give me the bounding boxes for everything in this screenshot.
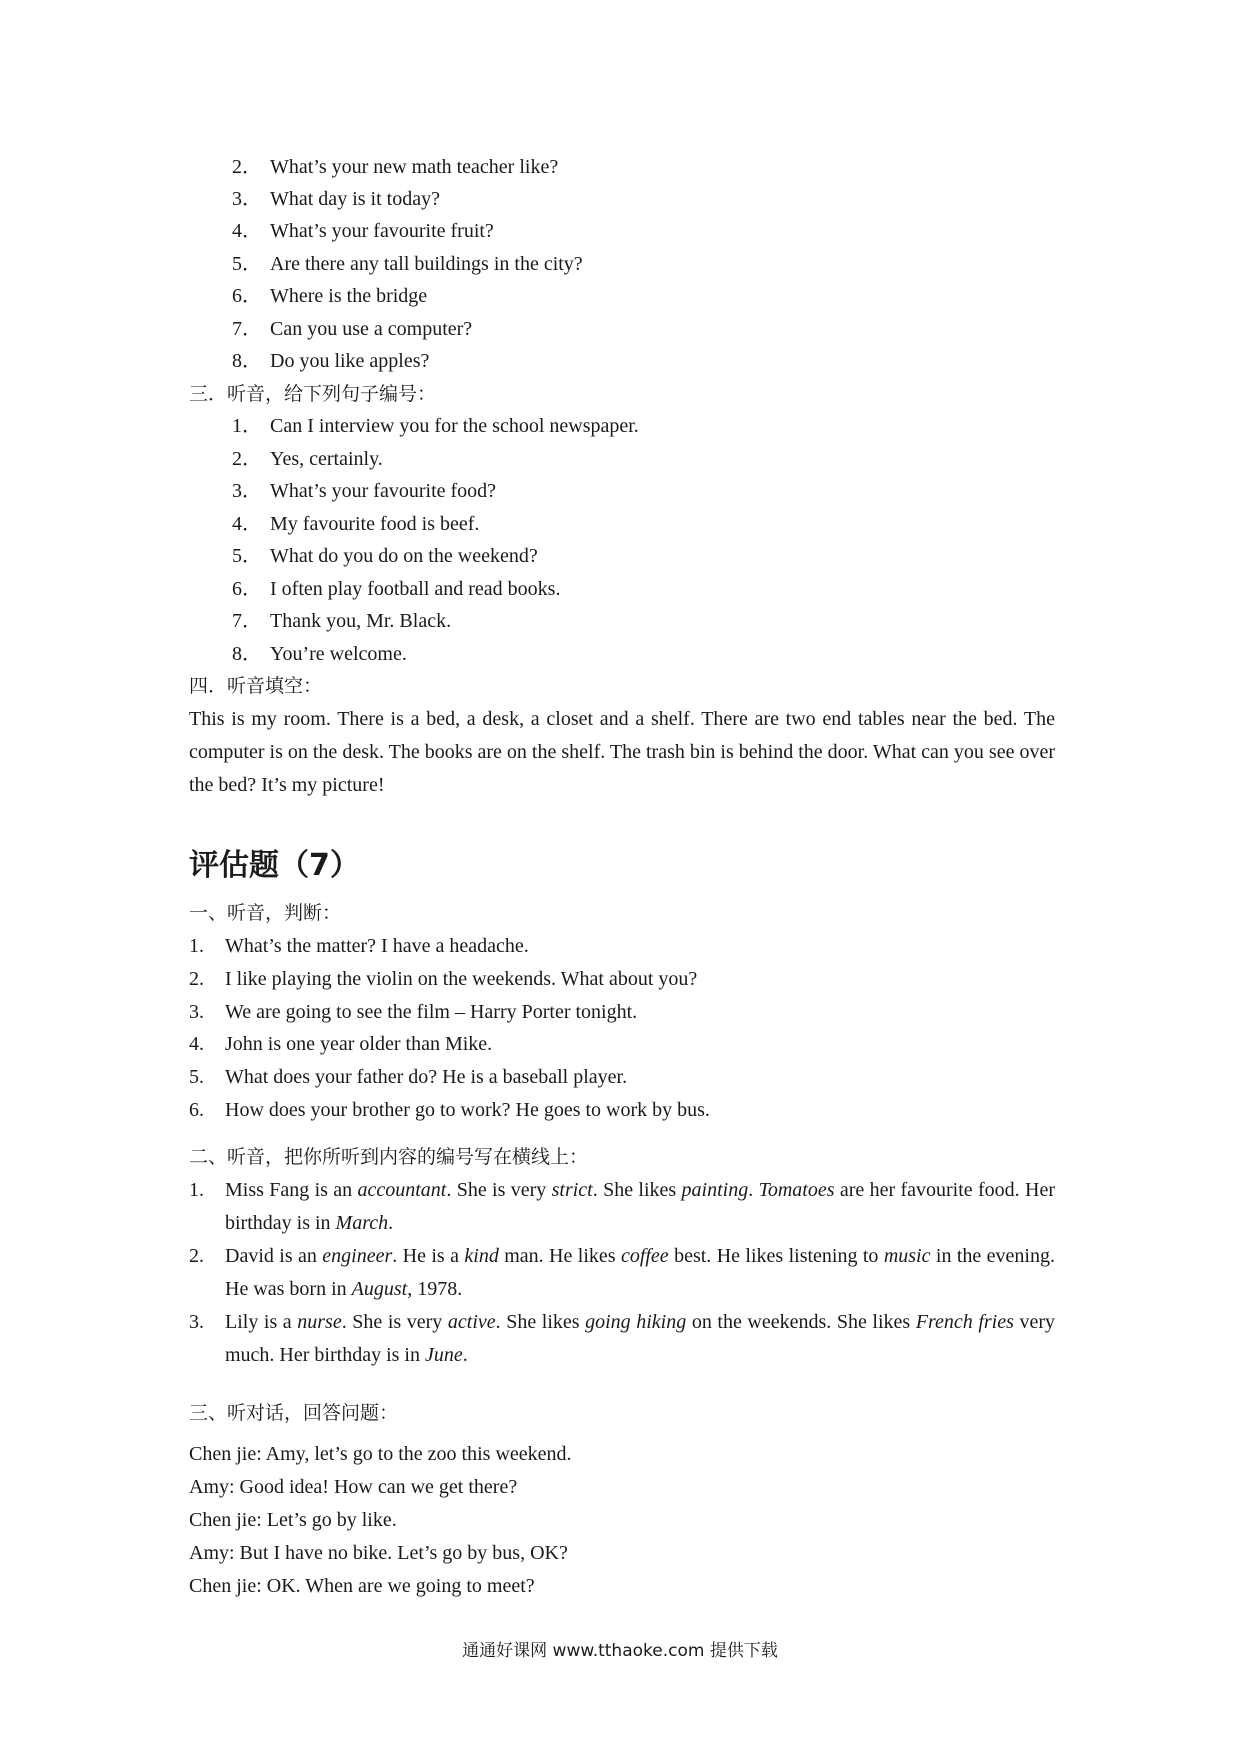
- keyword: engineer: [322, 1245, 393, 1267]
- keyword: strict: [551, 1179, 593, 1201]
- description-text: [225, 1306, 1055, 1372]
- keyword: painting: [681, 1179, 749, 1201]
- keyword: accountant: [357, 1179, 447, 1201]
- part2-heading: 二、听音，把你所听到内容的编号写在横线上：: [189, 1146, 589, 1168]
- keyword: kind: [464, 1245, 499, 1267]
- section-three-heading: 三．听音，给下列句子编号：: [189, 383, 437, 405]
- description-item: 3. Lily is a nurse. She is very active. She likes going hiking on the weekends. She likes French fries very much. Her birthday is in June.: [189, 1306, 1055, 1372]
- text-segment: .: [388, 1212, 394, 1234]
- text-segment: David is an: [225, 1245, 323, 1267]
- description-item: 1. Miss Fang is an accountant. She is very strict. She likes painting. Tomatoes are her favourite food. Her birthday is in March.: [189, 1174, 1055, 1240]
- description-text: [225, 1240, 1055, 1306]
- dialogue-line: Chen jie: OK. When are we going to meet?: [189, 1575, 535, 1597]
- keyword: music: [883, 1245, 931, 1267]
- keyword: June: [424, 1344, 463, 1366]
- text-segment: . She is very: [341, 1311, 448, 1333]
- keyword: August: [351, 1278, 408, 1300]
- text-segment: man. He likes: [498, 1245, 621, 1267]
- keyword: going hiking: [585, 1311, 687, 1333]
- keyword: coffee: [620, 1245, 669, 1267]
- description-text: [225, 1174, 1055, 1240]
- text-segment: .: [748, 1179, 759, 1201]
- keyword: March: [335, 1212, 389, 1234]
- text-segment: very much. Her birthday is in: [225, 1311, 1055, 1366]
- description-item: 2. David is an engineer. He is a kind man. He likes coffee best. He likes listening to music in the evening. He was born in August, 1978.: [189, 1240, 1055, 1306]
- document-page: 2． What’s your new math teacher like? 3． What day is it today? 4． What’s your favourite fruit? 5． Are there any tall buildings in the city? 6． Where is the bridge 7． Can you use a computer? 8． Do you like apples? 三．听音，给下列句子编号： 1． Can I interview you for the school newspaper. 2． Yes, certainly. 3． What’s your favourite food? 4． My favourite food is beef. 5． What do you do on the weekend? 6． I often play football and read books. 7． Thank you, Mr. Black. 8． You’re welcome. 四．听音填空： This is my room. There is a bed, a desk, a closet and a shelf. There are two end tables near the bed. The computer is on the desk. The books are on the shelf. The trash bin is behind the door. What can you see over the bed? It’s my picture! 评估题（7） 一、听音，判断： 1. What’s the matter? I have a headache. 2. I like playing the violin on the weekends. What about you? 3. We are going to see the film – Harry Porter tonight. 4. John is one year older than Mike. 5. What does your father do? He is a baseball player. 6. How does your brother go to work? He goes to work by bus. 二、听音，把你所听到内容的编号写在横线上： 1. Miss Fang is an accountant. She is very strict. She likes painting. Tomatoes are her favourite food. Her birthday is in March. 2. David is an engineer. He is a kind man. He likes coffee best. He likes listening to music in the evening. He was born in August, 1978. 3. Lily is a nurse. She is very active. She likes going hiking on the weekends. She likes French fries very much. Her birthday is in June. 三、听对话，回答问题： Chen jie: Amy, let’s go to the zoo this weekend. Amy: Good idea! How can we get there? Chen jie: Let’s go by like. Amy: But I have no bike. Let’s go by bus, OK? Chen jie: OK. When are we going to meet? 通通好课网 www.tthaoke.com 提供下载: [0, 0, 1240, 1754]
- keyword: French fries: [915, 1311, 1014, 1333]
- dialogue-line: Amy: Good idea! How can we get there?: [189, 1476, 518, 1498]
- part1-heading: 一、听音，判断：: [189, 902, 342, 924]
- dialogue-line: Amy: But I have no bike. Let’s go by bus, OK?: [189, 1542, 568, 1564]
- keyword: active: [447, 1311, 496, 1333]
- text-segment: . She likes: [592, 1179, 682, 1201]
- text-segment: are her favourite food. Her birthday is in: [225, 1179, 1055, 1234]
- text-segment: . She is very: [446, 1179, 552, 1201]
- text-segment: . She likes: [495, 1311, 586, 1333]
- text-segment: in the evening. He was born in: [225, 1245, 1055, 1300]
- section-four-heading: 四．听音填空：: [189, 675, 323, 697]
- text-segment: , 1978.: [407, 1278, 463, 1300]
- text-segment: best. He likes listening to: [668, 1245, 884, 1267]
- dialogue-line: Chen jie: Let’s go by like.: [189, 1509, 397, 1531]
- page-footer: 通通好课网 www.tthaoke.com 提供下载: [462, 1641, 778, 1661]
- text-segment: Miss Fang is an: [225, 1179, 358, 1201]
- part3-heading: 三、听对话，回答问题：: [189, 1402, 399, 1424]
- page-title: 评估题（7）: [189, 848, 360, 883]
- keyword: Tomatoes: [758, 1179, 835, 1201]
- dialogue-line: Chen jie: Amy, let’s go to the zoo this weekend.: [189, 1443, 572, 1465]
- text-segment: .: [462, 1344, 468, 1366]
- text-segment: Lily is a: [225, 1311, 298, 1333]
- text-segment: on the weekends. She likes: [686, 1311, 916, 1333]
- text-segment: . He is a: [392, 1245, 465, 1267]
- fill-in-paragraph: This is my room. There is a bed, a desk, a closet and a shelf. There are two end tables near the bed. The computer is on the desk. The books are on the shelf. The trash bin is behind the door. What can you see over the bed? It’s my picture!: [189, 708, 1055, 796]
- keyword: nurse: [297, 1311, 342, 1333]
